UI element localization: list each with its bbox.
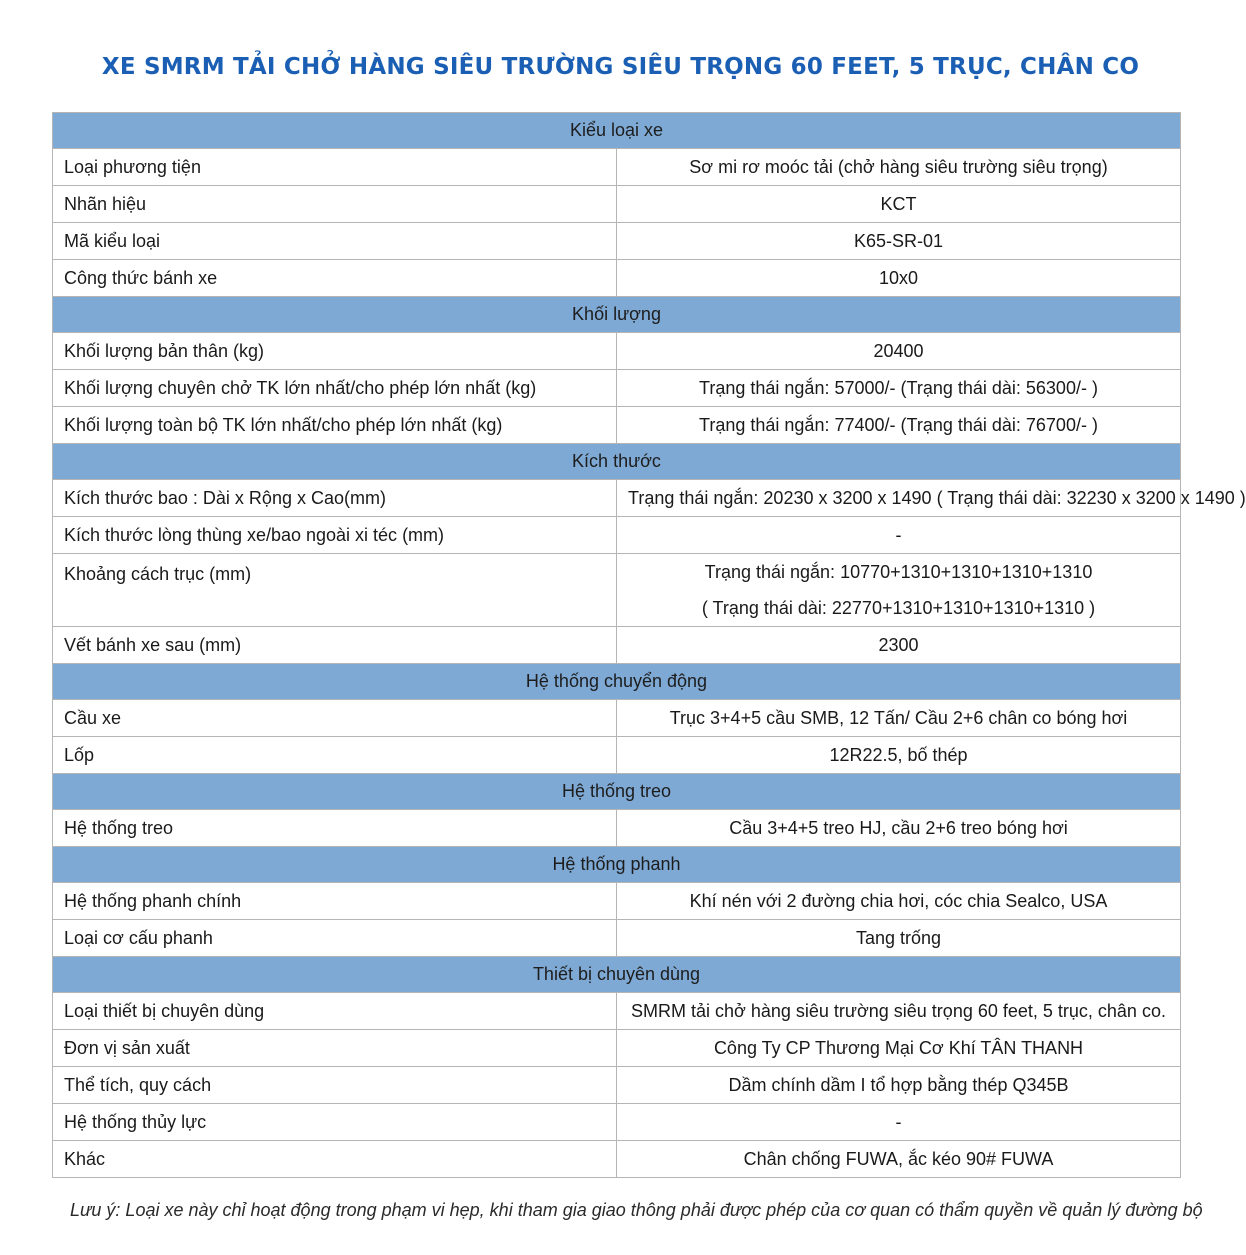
row-label: Nhãn hiệu [53, 186, 617, 223]
row-label: Khối lượng toàn bộ TK lớn nhất/cho phép lớn nhất (kg) [53, 407, 617, 444]
row-value: Trạng thái ngắn: 57000/- (Trạng thái dài: 56300/- ) [617, 370, 1181, 407]
row-value: Trục 3+4+5 cầu SMB, 12 Tấn/ Cầu 2+6 chân co bóng hơi [617, 700, 1181, 737]
section-header [53, 444, 1181, 480]
row-label: Vết bánh xe sau (mm) [53, 627, 617, 664]
table-row [53, 333, 1181, 370]
row-value: Sơ mi rơ moóc tải (chở hàng siêu trường siêu trọng) [617, 149, 1181, 186]
row-label: Khác [53, 1141, 617, 1178]
table-row [53, 627, 1181, 664]
spec-table [52, 112, 1246, 1178]
footnote: Lưu ý: Loại xe này chỉ hoạt động trong phạm vi hẹp, khi tham gia giao thông phải được phép của cơ quan có thẩm quyền về quản lý đường bộ [70, 1200, 1203, 1220]
row-label: Công thức bánh xe [53, 260, 617, 297]
row-label: Mã kiểu loại [53, 223, 617, 260]
table-row [53, 370, 1181, 407]
table-row [53, 700, 1181, 737]
row-label: Lốp [53, 737, 617, 774]
table-row [53, 1030, 1181, 1067]
row-value: Chân chống FUWA, ắc kéo 90# FUWA [617, 1141, 1181, 1178]
row-value: 12R22.5, bố thép [617, 737, 1181, 774]
row-value: Trạng thái ngắn: 20230 x 3200 x 1490 ( Trạng thái dài: 32230 x 3200 x 1490 ) [617, 480, 1181, 517]
table-row [53, 810, 1181, 847]
row-value-line-2: ( Trạng thái dài: 22770+1310+1310+1310+1310 ) [701, 598, 1096, 618]
row-label: Khối lượng bản thân (kg) [53, 333, 617, 370]
row-label: Loại thiết bị chuyên dùng [53, 993, 617, 1030]
row-label: Đơn vị sản xuất [53, 1030, 617, 1067]
table-row [53, 737, 1181, 774]
row-value: Tang trống [617, 920, 1181, 957]
row-value: Khí nén với 2 đường chia hơi, cóc chia Sealco, USA [617, 883, 1181, 920]
table-row [53, 1141, 1181, 1178]
table-row [53, 480, 1181, 517]
section-header [53, 957, 1181, 993]
row-value: 20400 [617, 333, 1181, 370]
section-heading-phanh: Hệ thống phanh [53, 847, 1181, 883]
row-label: Hệ thống thủy lực [53, 1104, 617, 1141]
table-row [53, 407, 1181, 444]
section-header [53, 664, 1181, 700]
row-value: Cầu 3+4+5 treo HJ, cầu 2+6 treo bóng hơi [617, 810, 1181, 847]
table-row [53, 517, 1181, 554]
section-heading-chuyen-dong: Hệ thống chuyển động [53, 664, 1181, 700]
row-value-line-1: Trạng thái ngắn: 10770+1310+1310+1310+1310 [704, 562, 1093, 582]
section-heading-kich-thuoc: Kích thước [53, 444, 1181, 480]
table-row [53, 1104, 1181, 1141]
row-label: Kích thước lòng thùng xe/bao ngoài xi téc (mm) [53, 517, 617, 554]
row-value: - [617, 1104, 1181, 1141]
section-header [53, 113, 1181, 149]
row-value: Trạng thái ngắn: 77400/- (Trạng thái dài: 76700/- ) [617, 407, 1181, 444]
row-value: - [617, 517, 1181, 554]
table-row [53, 883, 1181, 920]
row-value: SMRM tải chở hàng siêu trường siêu trọng 60 feet, 5 trục, chân co. [617, 993, 1181, 1030]
table-row [53, 223, 1181, 260]
row-label: Hệ thống phanh chính [53, 883, 617, 920]
row-label: Hệ thống treo [53, 810, 617, 847]
row-label: Loại cơ cấu phanh [53, 920, 617, 957]
row-label: Khoảng cách trục (mm) [53, 554, 617, 627]
row-label: Loại phương tiện [53, 149, 617, 186]
table-row [53, 186, 1181, 223]
row-value: 2300 [617, 627, 1181, 664]
row-label: Thể tích, quy cách [53, 1067, 617, 1104]
section-header [53, 774, 1181, 810]
row-value: 10x0 [617, 260, 1181, 297]
table-row [53, 149, 1181, 186]
row-label: Kích thước bao : Dài x Rộng x Cao(mm) [53, 480, 617, 517]
row-label: Khối lượng chuyên chở TK lớn nhất/cho phép lớn nhất (kg) [53, 370, 617, 407]
table-row [53, 260, 1181, 297]
section-heading-treo: Hệ thống treo [53, 774, 1181, 810]
row-value: K65-SR-01 [617, 223, 1181, 260]
row-value: KCT [617, 186, 1181, 223]
table-row [53, 993, 1181, 1030]
table-row [53, 554, 1181, 627]
row-value: Công Ty CP Thương Mại Cơ Khí TÂN THANH [617, 1030, 1181, 1067]
table-row [53, 920, 1181, 957]
section-heading-khoi-luong: Khối lượng [53, 297, 1181, 333]
row-label: Cầu xe [53, 700, 617, 737]
section-header [53, 847, 1181, 883]
page-title: XE SMRM TẢI CHỞ HÀNG SIÊU TRƯỜNG SIÊU TRỌNG 60 FEET, 5 TRỤC, CHÂN CO [101, 54, 1140, 80]
table-row [53, 1067, 1181, 1104]
row-value [617, 554, 1181, 627]
section-heading-kieu-loai: Kiểu loại xe [53, 113, 1181, 149]
section-heading-chuyen-dung: Thiết bị chuyên dùng [53, 957, 1181, 993]
row-value: Dầm chính dầm I tổ hợp bằng thép Q345B [617, 1067, 1181, 1104]
section-header [53, 297, 1181, 333]
